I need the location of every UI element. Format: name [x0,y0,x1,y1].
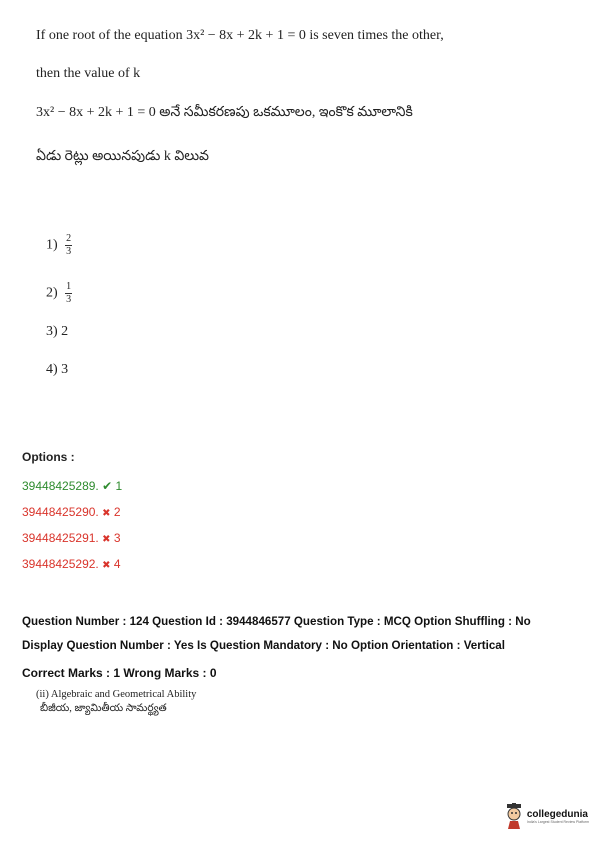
option-row-3 [22,531,121,545]
fraction-denominator: 3 [66,294,72,305]
choice-prefix: 2) [46,285,58,301]
question-line-1: If one root of the equation 3x² − 8x + 2k + 1 = 0 is seven times the other, [36,28,444,43]
fraction-denominator: 3 [66,246,72,257]
cross-icon: ✖ [102,560,111,571]
options-heading: Options : [22,450,75,464]
option-label: 1 [115,479,123,493]
fraction-numerator: 1 [66,281,72,292]
choice-1 [46,234,72,257]
question-meta-line-2: Display Question Number : Yes Is Question Mandatory : No Option Orientation : Vertical [22,639,505,652]
question-meta-line-1: Question Number : 124 Question Id : 3944846577 Question Type : MCQ Option Shuffling : No [22,615,531,628]
option-id: 39448425289. [22,479,99,493]
question-line-3 [36,104,413,123]
cross-icon: ✖ [102,508,111,519]
option-row-4 [22,557,121,571]
question-equation: 3x² − 8x + 2k + 1 = 0 [36,105,156,120]
option-id: 39448425290. [22,505,99,519]
choice-text: 3 [61,362,69,377]
choice-4 [46,362,68,378]
section-title-telugu: బీజీయ, జ్యామితీయ సామర్థ్యత [40,703,167,714]
question-line-4: ఏడు రెట్లు అయినపుడు k విలువ [36,149,209,164]
option-label: 4 [113,557,121,571]
fraction [65,282,72,305]
question-meta-line-3: Correct Marks : 1 Wrong Marks : 0 [22,666,217,680]
mascot-icon [504,803,524,829]
option-label: 2 [113,505,121,519]
collegedunia-logo [504,803,589,829]
choice-2 [46,282,72,305]
fraction [65,234,72,257]
fraction-numerator: 2 [66,233,72,244]
choice-prefix: 3) [46,324,58,339]
cross-icon: ✖ [102,534,111,545]
choice-text: 2 [61,324,69,339]
check-icon: ✔ [102,479,113,493]
logo-tagline: India's Largest Student Review Platform [526,819,589,824]
option-id: 39448425292. [22,557,99,571]
choice-prefix: 1) [46,237,58,253]
choice-3 [46,324,68,340]
logo-name: collegedunia [526,808,588,820]
option-row-2 [22,505,121,519]
choice-prefix: 4) [46,362,58,377]
section-title-english: (ii) Algebraic and Geometrical Ability [36,689,197,700]
question-line-2: then the value of k [36,66,141,81]
option-id: 39448425291. [22,531,99,545]
option-label: 3 [113,531,121,545]
question-telugu-1: అనే సమీకరణపు ఒకమూలం, ఇంకొక మూలానికి [159,105,413,120]
option-row-1 [22,479,122,493]
